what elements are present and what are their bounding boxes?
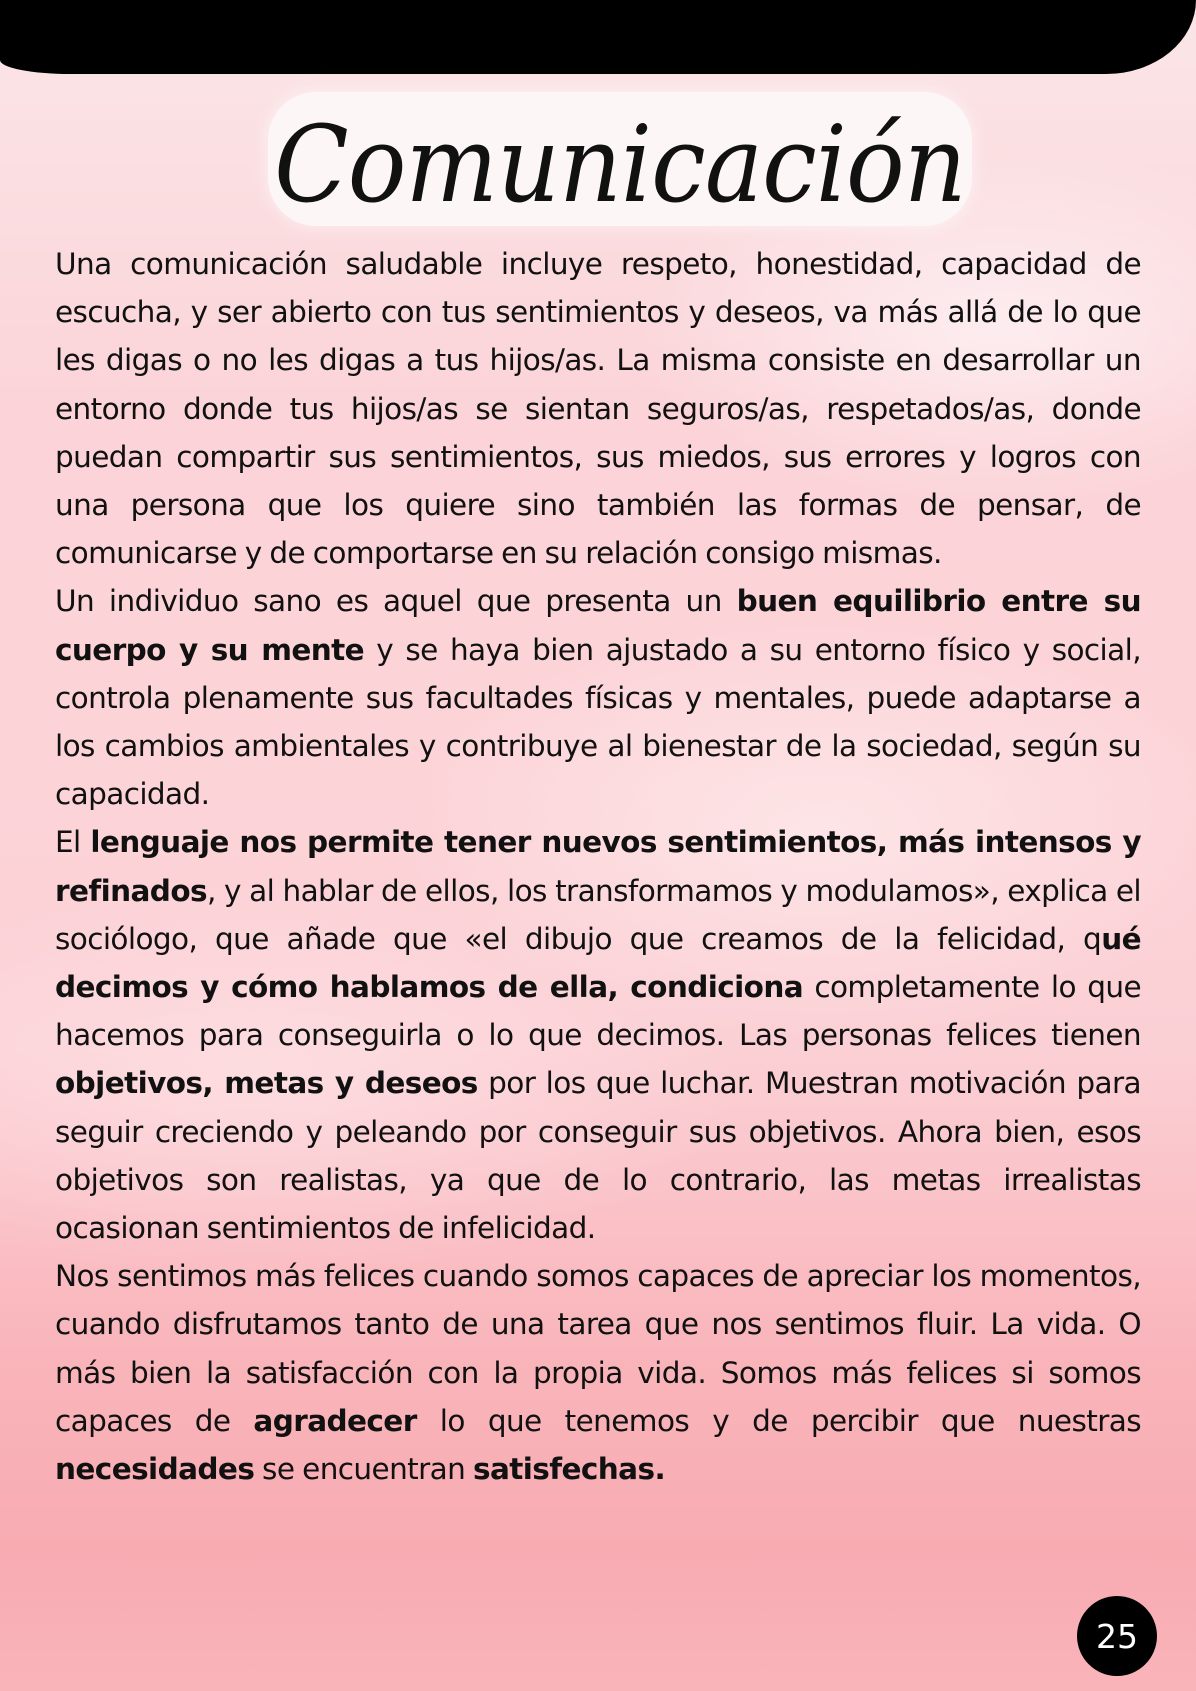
- page-number: 25: [1096, 1616, 1138, 1656]
- bold-text-run: ué decimos y cómo hablamos de ella, condiciona: [55, 921, 1141, 1005]
- text-run: Una comunicación saludable incluye respeto, honestidad, capacidad de escucha, y ser abierto con tus sentimientos y deseos, va más allá de lo que les digas o no les digas a tus hijos/as. La misma consiste en desarrollar un entorno donde tus hijos/as se sientan seguros/as, respetados/as, donde puedan compartir sus sentimientos, sus miedos, sus errores y logros con una persona que los quiere sino también las formas de pensar, de comunicarse y de comportarse en su relación consigo mismas.: [55, 247, 1141, 571]
- bold-text-run: necesidades: [55, 1452, 255, 1487]
- text-run: lo que tenemos y de percibir que nuestras: [416, 1403, 1141, 1438]
- paragraph-4: [55, 1252, 1141, 1493]
- title-container: [268, 92, 972, 226]
- bold-text-run: lenguaje nos permite tener nuevos sentimientos, más intensos y refinados: [55, 825, 1141, 908]
- paragraph-1: [55, 240, 1141, 577]
- paragraph-3: [55, 818, 1141, 1252]
- page-title: Comunicación: [274, 103, 966, 226]
- text-run: Nos sentimos más felices cuando somos capaces de apreciar los momentos, cuando disfrutamos tanto de una tarea que nos sentimos fluir. La vida. O más bien la satisfacción con la propia vida. Somos más felices si somos capaces de: [55, 1259, 1141, 1438]
- text-run: El: [55, 825, 91, 860]
- paragraph-2: [55, 577, 1141, 818]
- body-text: [55, 240, 1141, 1493]
- text-run: , y al hablar de ellos, los transformamos y modulamos», explica el sociólogo, que añade que «el dibujo que creamos de la felicidad, q: [55, 873, 1141, 956]
- bold-text-run: agradecer: [253, 1403, 417, 1438]
- page-number-badge: [1077, 1596, 1157, 1676]
- text-run: completamente lo que hacemos para conseguirla o lo que decimos. Las personas felices tienen: [55, 970, 1141, 1053]
- bold-text-run: objetivos, metas y deseos: [55, 1066, 478, 1101]
- text-run: y se haya bien ajustado a su entorno físico y social, controla plenamente sus facultades físicas y mentales, puede adaptarse a los cambios ambientales y contribuye al bienestar de la sociedad, según su capacidad.: [55, 632, 1141, 812]
- text-run: Un individuo sano es aquel que presenta un: [55, 584, 737, 619]
- top-banner: [0, 0, 1196, 74]
- text-run: por los que luchar. Muestran motivación para seguir creciendo y peleando por conseguir sus objetivos. Ahora bien, esos objetivos son realistas, ya que de lo contrario, las metas irrealistas ocasionan sentimientos de infelicidad.: [55, 1066, 1141, 1246]
- bold-text-run: buen equilibrio entre su cuerpo y su mente: [55, 584, 1141, 667]
- text-run: se encuentran: [254, 1452, 474, 1487]
- bold-text-run: satisfechas.: [473, 1452, 666, 1487]
